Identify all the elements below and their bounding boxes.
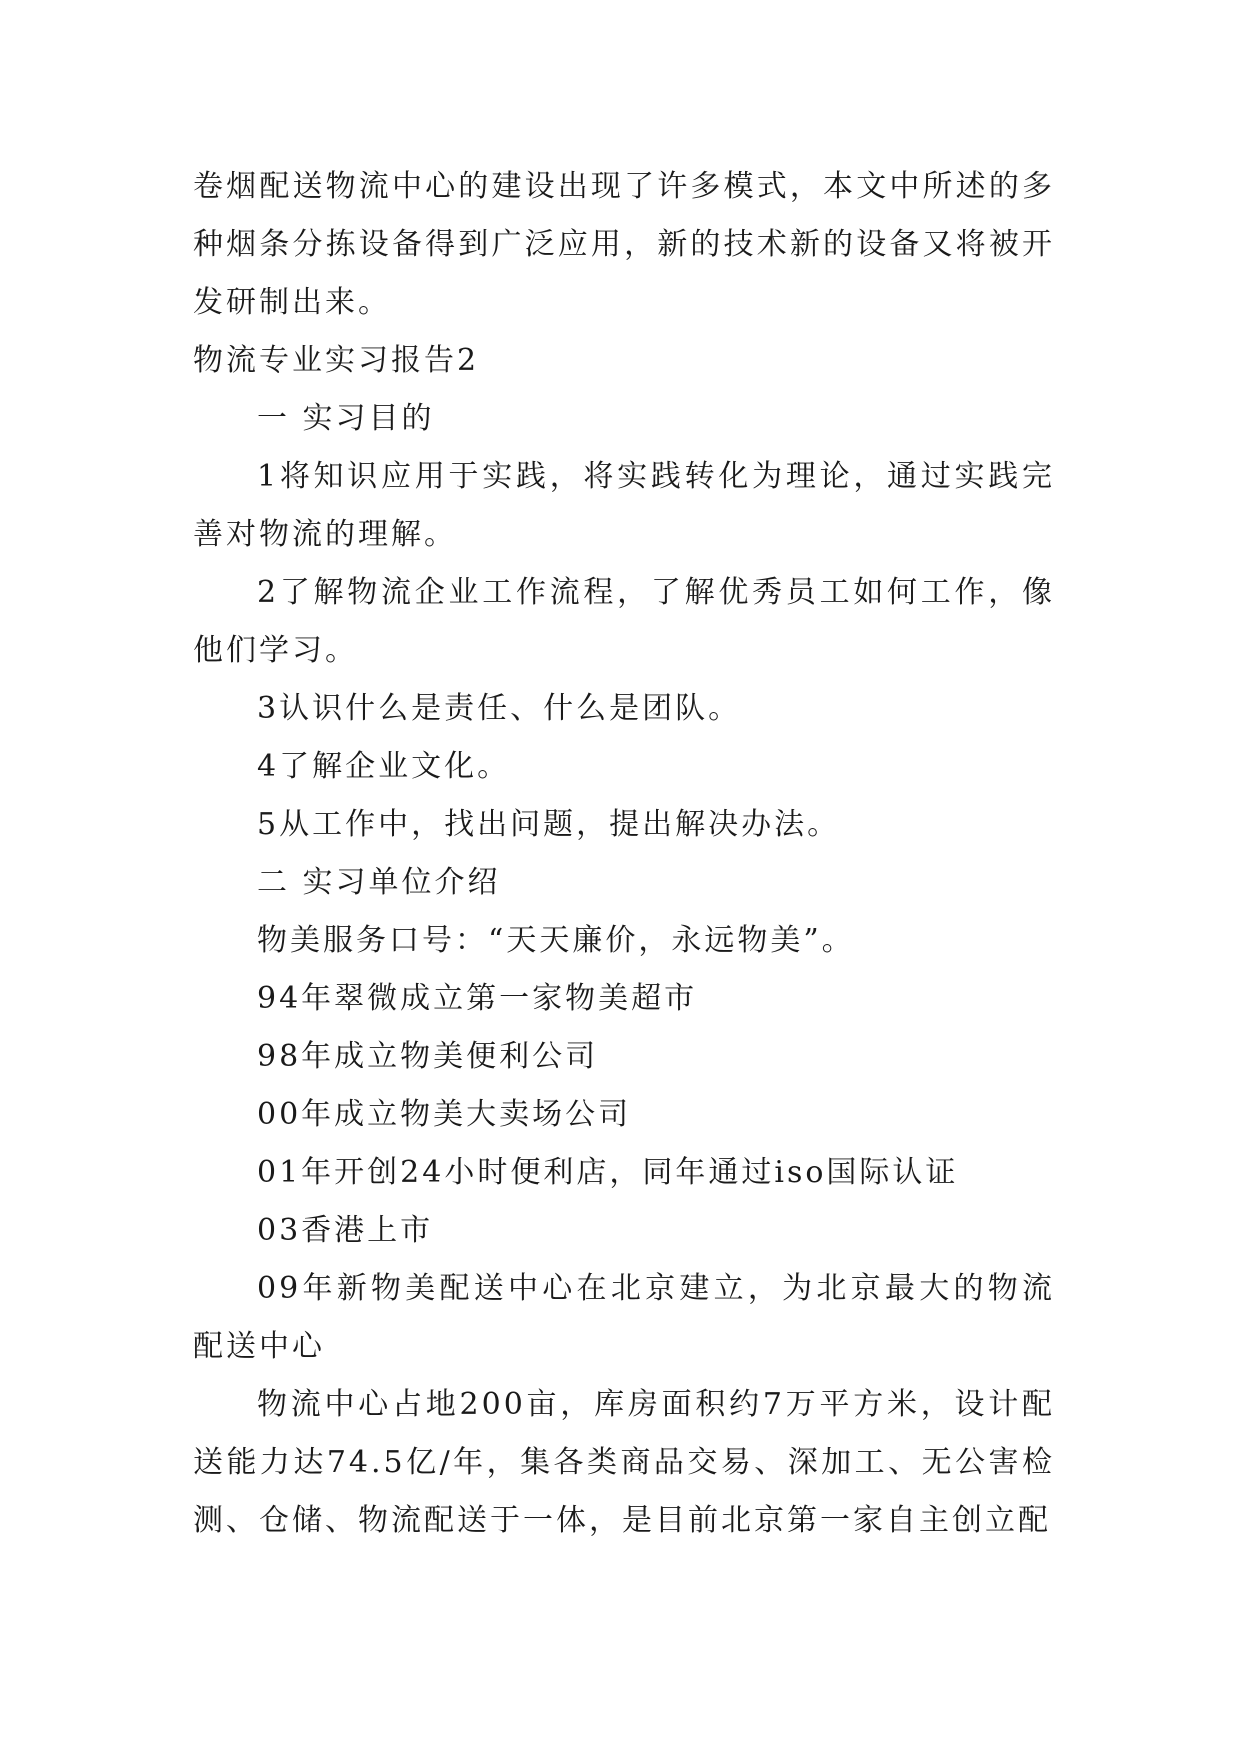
section2-line: 03香港上市 — [257, 1213, 434, 1248]
section2-heading: 二 实习单位介绍 — [257, 865, 501, 900]
section1-item: 3认识什么是责任、什么是团队。 — [257, 691, 742, 726]
section1-heading: 一 实习目的 — [257, 401, 435, 436]
document-page — [193, 158, 1055, 1550]
report-title: 物流专业实习报告2 — [193, 343, 480, 378]
section1-item: 2了解物流企业工作流程，了解优秀员工如何工作，像他们学习。 — [193, 575, 1055, 668]
closing-paragraph: 物流中心占地200亩，库房面积约7万平方米，设计配送能力达74.5亿/年，集各类商品交易、深加工、无公害检测、仓储、物流配送于一体，是目前北京第一家自主创立配 — [193, 1387, 1055, 1538]
section1-item: 5从工作中，找出问题，提出解决办法。 — [257, 807, 841, 842]
intro-paragraph: 卷烟配送物流中心的建设出现了许多模式，本文中所述的多种烟条分拣设备得到广泛应用，新的技术新的设备又将被开发研制出来。 — [193, 169, 1055, 320]
section1-item: 4了解企业文化。 — [257, 749, 511, 784]
section1-item: 1将知识应用于实践，将实践转化为理论，通过实践完善对物流的理解。 — [193, 459, 1055, 552]
section2-line: 01年开创24小时便利店，同年通过iso国际认证 — [257, 1155, 959, 1190]
section2-line: 98年成立物美便利公司 — [257, 1039, 599, 1074]
section2-line: 00年成立物美大卖场公司 — [257, 1097, 632, 1132]
section2-line: 09年新物美配送中心在北京建立，为北京最大的物流配送中心 — [193, 1271, 1055, 1364]
section2-line: 94年翠微成立第一家物美超市 — [257, 981, 698, 1016]
section2-line: 物美服务口号：“天天廉价，永远物美”。 — [257, 923, 855, 958]
